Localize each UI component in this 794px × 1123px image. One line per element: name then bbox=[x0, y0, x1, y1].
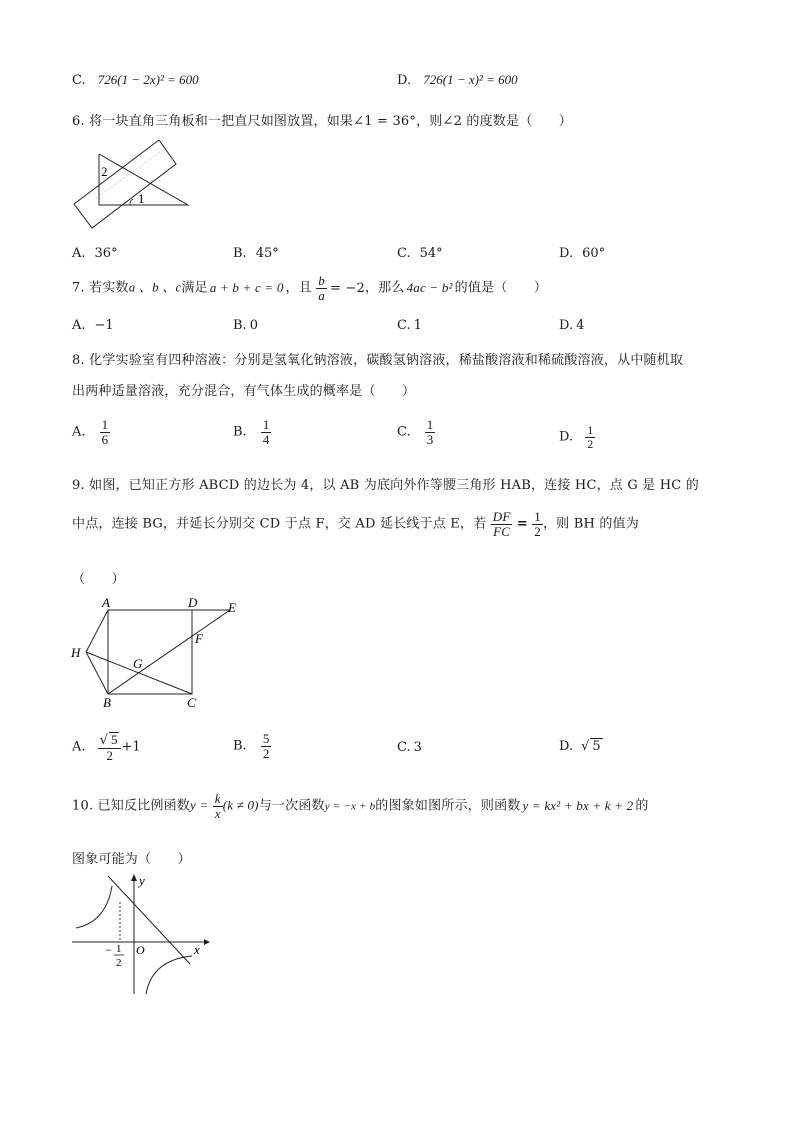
q6-option-a bbox=[72, 246, 118, 261]
option-value: 4 bbox=[576, 318, 585, 333]
fraction-denominator: 2 bbox=[534, 523, 541, 539]
option-label: B. bbox=[233, 318, 247, 333]
option-value: 36° bbox=[94, 246, 118, 261]
option-fraction bbox=[98, 732, 122, 762]
q7-text-e: 的值是（ ） bbox=[454, 280, 548, 296]
option-expression: 726(1 − x)² = 600 bbox=[423, 72, 518, 87]
triangle-hab bbox=[86, 610, 108, 694]
q6-text: 6. 将一块直角三角板和一把直尺如图放置，如果∠1 = 36°，则∠2 的度数是（ ） bbox=[72, 114, 572, 129]
q9-option-c bbox=[397, 740, 422, 755]
q9-line-2 bbox=[72, 510, 639, 538]
option-label: A. bbox=[72, 739, 86, 755]
option-label: D. bbox=[397, 73, 412, 88]
q8-line-1: 8. 化学实验室有四种溶液：分别是氢氧化钠溶液，碳酸氢钠溶液，稀盐酸溶液和稀硫酸溶液，从中随机取 bbox=[72, 353, 684, 368]
point-h-label: H bbox=[71, 645, 81, 660]
frac-den: 2 bbox=[116, 957, 122, 969]
option-value: 3 bbox=[413, 740, 422, 755]
fraction-numerator bbox=[98, 732, 122, 749]
q9-ratio-fraction bbox=[491, 510, 513, 538]
q7-text-d: ，那么 bbox=[364, 280, 405, 296]
q7-target: 4ac − b² bbox=[406, 279, 453, 295]
q7-option-d bbox=[559, 318, 584, 333]
option-label: C. bbox=[72, 73, 86, 88]
option-expression: 726(1 − 2x)² = 600 bbox=[97, 72, 199, 87]
q10-text-b: 与一次函数 bbox=[258, 798, 325, 814]
q9-option-d bbox=[559, 738, 603, 754]
q8-option-a bbox=[72, 418, 110, 446]
fraction-denominator: 2 bbox=[106, 747, 113, 763]
q10-line-2: 图象可能为（ ） bbox=[72, 852, 191, 867]
option-value: 60° bbox=[582, 246, 606, 261]
q7-text bbox=[72, 274, 547, 302]
q7-condition: a + b + c = 0 bbox=[209, 279, 284, 295]
hyperbola-branch-left bbox=[76, 886, 112, 928]
option-label: B. bbox=[233, 246, 247, 261]
q10-fn2: y = −x + b bbox=[324, 800, 376, 813]
y-axis-arrow bbox=[131, 874, 137, 881]
q8-option-d bbox=[559, 424, 595, 450]
q9-line-1: 9. 如图，已知正方形 ABCD 的边长为 4，以 AB 为底向外作等腰三角形 HAB，连接 HC，点 G 是 HC 的 bbox=[72, 478, 699, 493]
fraction-denominator: 3 bbox=[426, 431, 434, 447]
fraction-denominator: 2 bbox=[262, 745, 270, 761]
q9-option-a bbox=[72, 732, 141, 762]
x-axis-arrow bbox=[204, 939, 210, 945]
angle-2-label: 2 bbox=[101, 164, 108, 179]
q7-text-c: ，且 bbox=[285, 280, 312, 296]
fraction-numerator: 1 bbox=[534, 509, 541, 524]
option-fraction bbox=[261, 732, 272, 760]
square-abcd bbox=[108, 610, 192, 694]
q7-option-a bbox=[72, 318, 114, 333]
q6-option-d bbox=[559, 246, 605, 261]
fraction-denominator: FC bbox=[493, 523, 511, 539]
q7-fraction bbox=[316, 274, 327, 302]
radicand: 5 bbox=[592, 739, 601, 754]
q9-option-b bbox=[233, 732, 271, 760]
point-b-label: B bbox=[103, 695, 111, 710]
q10-line-1 bbox=[72, 792, 649, 820]
q5-option-d bbox=[397, 72, 518, 88]
q10-fn1-fraction bbox=[213, 792, 223, 820]
option-label: C. bbox=[397, 318, 411, 333]
q10-fn1-left: y = bbox=[190, 797, 209, 813]
q9-line-2a: 中点，连接 BG，并延长分别交 CD 于点 F，交 AD 延长线于点 E，若 bbox=[72, 516, 487, 532]
option-value: −1 bbox=[94, 318, 114, 333]
fraction-denominator: a bbox=[318, 287, 325, 303]
q10-text-a: 10. 已知反比例函数 bbox=[72, 798, 191, 814]
hyperbola-branch-right bbox=[146, 956, 192, 994]
q8-line-2: 出两种适量溶液，充分混合，有气体生成的概率是（ ） bbox=[72, 384, 416, 399]
q9-half-fraction bbox=[532, 510, 543, 538]
q7-text-b: 满足 bbox=[181, 280, 208, 296]
option-fraction bbox=[425, 418, 436, 446]
q7-option-b bbox=[233, 318, 258, 333]
option-label: D. bbox=[559, 429, 574, 445]
fraction-denominator: 2 bbox=[587, 436, 594, 451]
origin-label: O bbox=[136, 943, 145, 957]
segment-be bbox=[108, 610, 230, 694]
q8-option-c bbox=[397, 418, 435, 446]
point-g-label: G bbox=[133, 656, 143, 671]
fraction-numerator: DF bbox=[492, 509, 511, 524]
q10-fn3: y = kx² + bx + k + 2 bbox=[522, 797, 634, 813]
fraction-denominator: 6 bbox=[101, 431, 109, 447]
fraction-numerator: 1 bbox=[587, 423, 594, 437]
y-axis-label: y bbox=[139, 873, 145, 888]
q6-option-c bbox=[397, 246, 443, 261]
frac-num: 1 bbox=[116, 943, 122, 955]
option-label: A. bbox=[72, 318, 86, 333]
fraction-numerator: 1 bbox=[101, 417, 109, 432]
q7-vars: a 、b 、c bbox=[128, 279, 182, 295]
fraction-numerator: b bbox=[318, 273, 325, 288]
option-fraction bbox=[585, 424, 595, 450]
option-value: 54° bbox=[419, 246, 443, 261]
option-value: 1 bbox=[413, 318, 422, 333]
angle-1-label: 1 bbox=[138, 191, 145, 206]
q9-line-2b: ，则 BH 的值为 bbox=[542, 516, 639, 532]
option-label: B. bbox=[233, 424, 247, 440]
q7-text-a: 7. 若实数 bbox=[72, 280, 129, 296]
fraction-numerator: 1 bbox=[262, 417, 270, 432]
point-f-label: F bbox=[195, 631, 203, 646]
point-a-label: A bbox=[102, 595, 110, 610]
ruler-shape bbox=[74, 140, 176, 228]
option-label: C. bbox=[397, 740, 411, 755]
q10-text-d: 的 bbox=[635, 798, 649, 814]
sqrt-symbol: √ bbox=[581, 739, 590, 754]
radicand: 5 bbox=[110, 732, 118, 747]
q5-option-c bbox=[72, 72, 199, 88]
x-axis-label: x bbox=[194, 942, 200, 957]
fraction-denominator: 4 bbox=[262, 431, 270, 447]
q9-equals: = bbox=[516, 516, 528, 532]
option-label: A. bbox=[72, 424, 86, 440]
option-value: 45° bbox=[255, 246, 279, 261]
angle-1-arc bbox=[130, 199, 133, 205]
q10-text-c: 的图象如图所示，则函数 bbox=[375, 798, 521, 814]
q6-option-b bbox=[233, 246, 279, 261]
option-label: D. bbox=[559, 318, 574, 333]
option-fraction bbox=[261, 418, 272, 446]
option-label: C. bbox=[397, 246, 411, 261]
option-value: 0 bbox=[249, 318, 258, 333]
option-label: B. bbox=[233, 738, 247, 754]
q6-figure bbox=[70, 140, 200, 230]
q10-fn1-condition: (k ≠ 0) bbox=[222, 797, 259, 813]
point-d-label: D bbox=[188, 595, 198, 610]
q8-option-b bbox=[233, 418, 271, 446]
option-fraction bbox=[100, 418, 111, 446]
fraction-denominator: x bbox=[214, 805, 221, 821]
q7-fraction-rhs: = −2 bbox=[329, 280, 365, 296]
point-c-label: C bbox=[187, 695, 196, 710]
option-label: A. bbox=[72, 246, 86, 261]
neg-sign: − bbox=[105, 943, 112, 957]
option-label: D. bbox=[559, 739, 574, 754]
fraction-numerator: 1 bbox=[426, 417, 434, 432]
option-label: D. bbox=[559, 246, 574, 261]
q10-figure bbox=[68, 872, 213, 1000]
q7-option-c bbox=[397, 318, 422, 333]
point-e-label: E bbox=[228, 600, 236, 615]
fraction-numerator: k bbox=[214, 791, 221, 806]
q9-figure bbox=[68, 594, 248, 712]
sqrt-symbol: √ bbox=[99, 733, 108, 748]
q9-paren: （ ） bbox=[72, 572, 125, 587]
fraction-numerator: 5 bbox=[262, 731, 270, 746]
option-label: C. bbox=[397, 424, 411, 440]
option-tail: +1 bbox=[121, 739, 141, 755]
